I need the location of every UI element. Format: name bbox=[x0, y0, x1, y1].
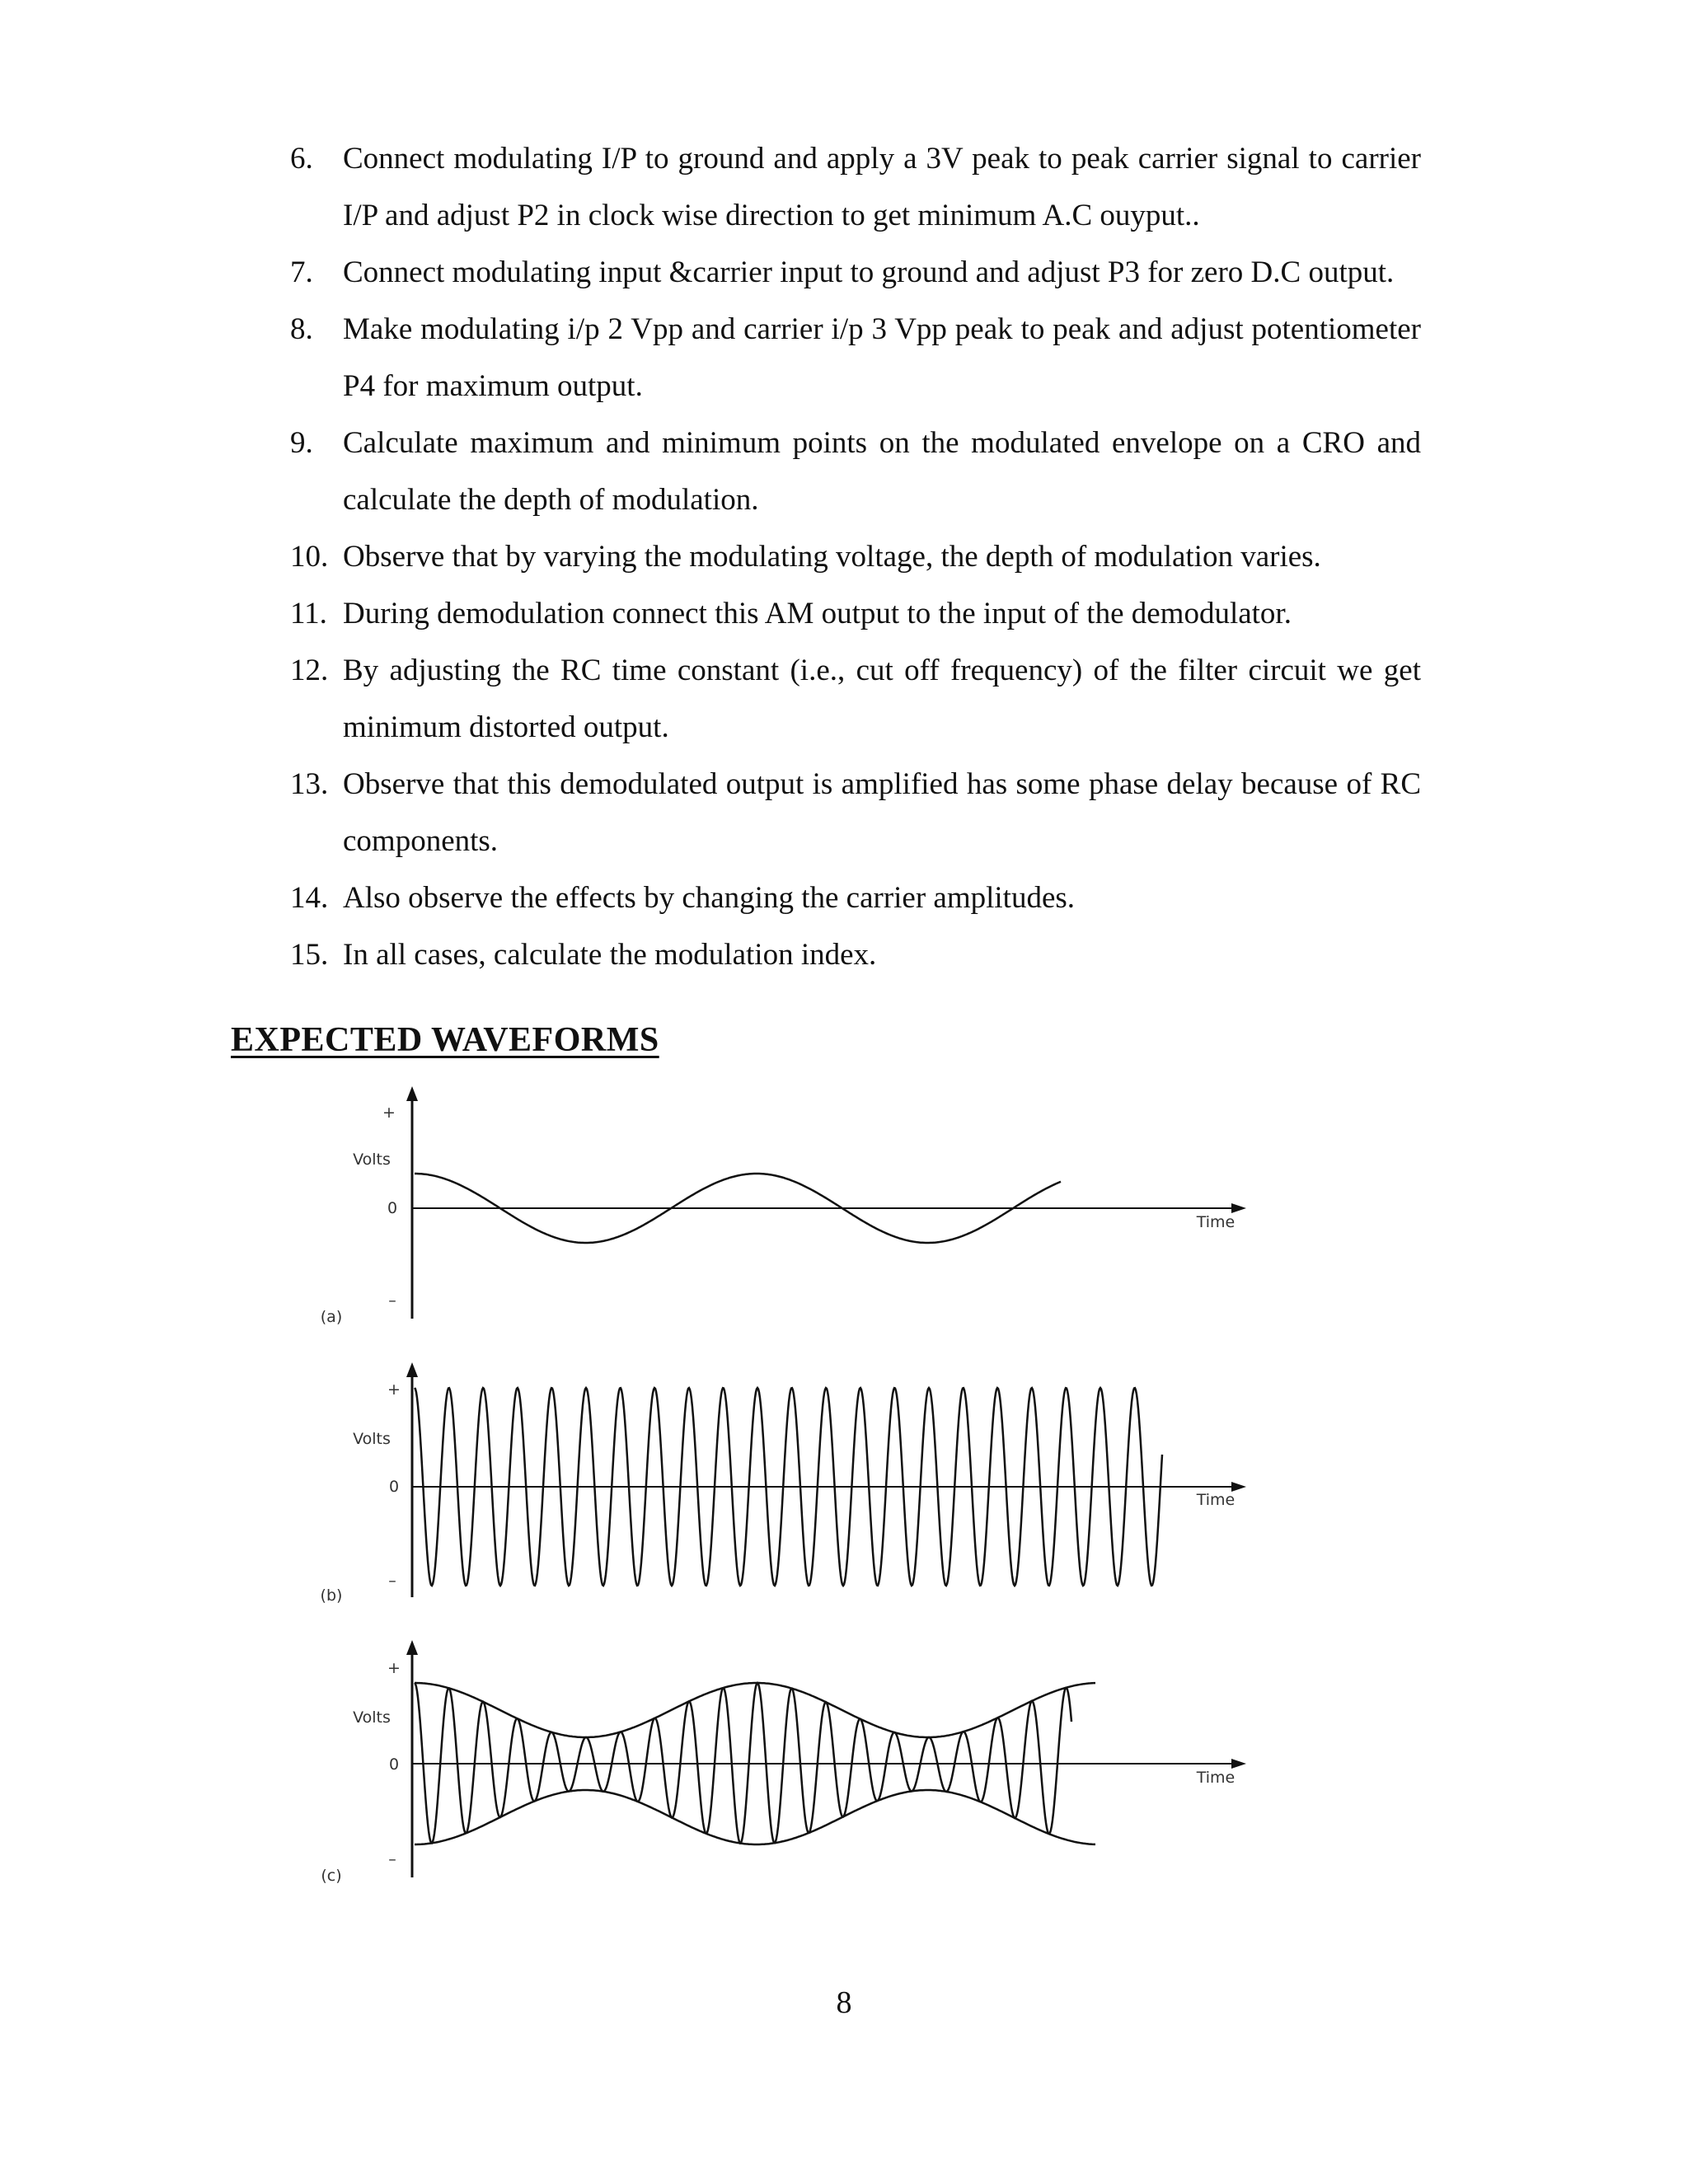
x-axis-arrowhead bbox=[1231, 1759, 1246, 1769]
step-text: Observe that by varying the modulating voltage, the depth of modulation varies. bbox=[343, 540, 1321, 574]
step-text: During demodulation connect this AM output to the input of the demodulator. bbox=[343, 597, 1292, 630]
step-number: 6. bbox=[290, 142, 313, 176]
step-text: In all cases, calculate the modulation index. bbox=[343, 938, 877, 972]
step-number: 8. bbox=[290, 312, 313, 346]
x-axis-label: Time bbox=[1196, 1491, 1236, 1509]
panel-c bbox=[321, 1640, 1246, 1885]
step-number: 14. bbox=[290, 881, 329, 915]
zero-label: 0 bbox=[388, 1755, 400, 1774]
step-number: 12. bbox=[290, 654, 329, 687]
step-number: 11. bbox=[290, 597, 327, 630]
y-axis-arrowhead bbox=[406, 1640, 418, 1655]
panel-tag: (b) bbox=[320, 1586, 343, 1605]
x-axis-label: Time bbox=[1196, 1769, 1236, 1787]
y-axis-label: Volts bbox=[353, 1708, 391, 1727]
plus-label: + bbox=[387, 1659, 401, 1677]
x-axis-arrowhead bbox=[1231, 1203, 1246, 1213]
step-text: Observe that this demodulated output is amplified has some phase delay because of RC components. bbox=[343, 767, 1421, 858]
step-number: 15. bbox=[290, 938, 329, 972]
minus-label: – bbox=[388, 1291, 396, 1310]
step-text: By adjusting the RC time constant (i.e., cut off frequency) of the filter circuit we get minimum distorted output. bbox=[343, 654, 1421, 744]
step-number: 13. bbox=[290, 767, 329, 801]
step-number: 7. bbox=[290, 255, 313, 289]
x-axis-label: Time bbox=[1196, 1213, 1236, 1231]
plus-label: + bbox=[382, 1104, 396, 1122]
panel-a bbox=[321, 1086, 1246, 1326]
zero-label: 0 bbox=[387, 1199, 398, 1217]
step-number: 10. bbox=[290, 540, 329, 574]
envelope-lower bbox=[415, 1790, 1095, 1844]
y-axis-label: Volts bbox=[353, 1151, 391, 1169]
minus-label: – bbox=[388, 1850, 396, 1868]
step-text: Connect modulating input &carrier input to ground and adjust P3 for zero D.C output. bbox=[343, 255, 1395, 289]
section-heading: EXPECTED WAVEFORMS bbox=[231, 1021, 659, 1059]
panel-tag: (c) bbox=[321, 1867, 342, 1885]
step-text: Make modulating i/p 2 Vpp and carrier i/p 3 Vpp peak to peak and adjust potentiometer P4 for maximum output. bbox=[343, 312, 1421, 403]
step-number: 9. bbox=[290, 426, 313, 460]
panel-b bbox=[321, 1362, 1246, 1605]
panel-tag: (a) bbox=[320, 1308, 343, 1326]
minus-label: – bbox=[388, 1572, 396, 1590]
y-axis-arrowhead bbox=[406, 1086, 418, 1101]
y-axis-arrowhead bbox=[406, 1362, 418, 1377]
y-axis-label: Volts bbox=[353, 1430, 391, 1448]
plus-label: + bbox=[387, 1380, 401, 1399]
page-number: 8 bbox=[836, 1985, 852, 2020]
step-text: Also observe the effects by changing the carrier amplitudes. bbox=[343, 881, 1076, 915]
zero-label: 0 bbox=[388, 1478, 400, 1496]
step-text: Connect modulating I/P to ground and apply a 3V peak to peak carrier signal to carrier I/P and adjust P2 in clock wise direction to get minimum A.C ouyput.. bbox=[343, 142, 1421, 232]
step-text: Calculate maximum and minimum points on the modulated envelope on a CRO and calculate the depth of modulation. bbox=[343, 426, 1421, 517]
